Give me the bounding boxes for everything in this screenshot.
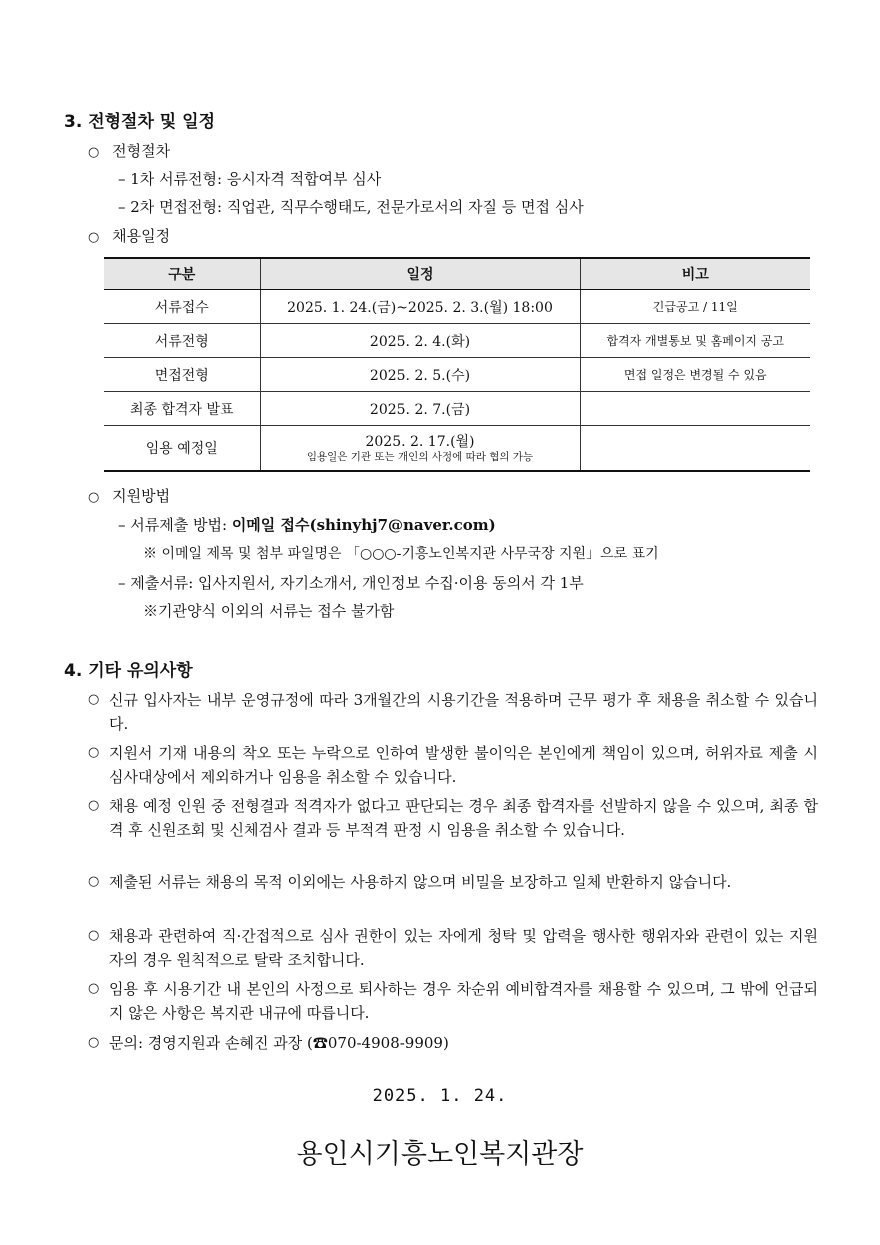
schedule-heading	[88, 225, 170, 246]
cell-note: 긴급공고 / 11일	[580, 290, 810, 324]
notice-text: 지원서 기재 내용의 착오 또는 누락으로 인하여 발생한 불이익은 본인에게 책임이 있으며, 허위자료 제출 시 심사대상에서 제외하거나 임용을 취소할 수 있습니다.	[109, 744, 818, 786]
header-category: 구분	[104, 258, 260, 290]
bullet: ○	[88, 798, 100, 813]
notice-item	[88, 741, 818, 789]
cell-note: 면접 일정은 변경될 수 있음	[580, 358, 810, 392]
cell-date: 2025. 2. 5.(수)	[260, 358, 580, 392]
section3-title: 3. 전형절차 및 일정	[64, 112, 215, 132]
cell-note: 합격자 개별통보 및 홈페이지 공고	[580, 324, 810, 358]
cell-category: 서류접수	[104, 290, 260, 324]
documents-note: ※기관양식 이외의 서류는 접수 불가함	[143, 602, 395, 620]
notice-item	[88, 977, 818, 1025]
cell-date: 2025. 2. 7.(금)	[260, 392, 580, 426]
apply-method	[118, 514, 496, 535]
notice-item	[88, 1031, 818, 1055]
cell-category: 최종 합격자 발표	[104, 392, 260, 426]
table-header-row	[104, 258, 810, 290]
cell-category: 임용 예정일	[104, 426, 260, 472]
section4-title: 4. 기타 유의사항	[64, 661, 193, 681]
table-row	[104, 392, 810, 426]
cell-note	[580, 392, 810, 426]
cell-date-multiline	[260, 426, 580, 472]
document-date: 2025. 1. 24.	[372, 1086, 508, 1106]
notice-item	[88, 870, 818, 894]
schedule-label: 채용일정	[112, 227, 171, 245]
cell-note	[580, 426, 810, 472]
table-row	[104, 324, 810, 358]
bullet: ○	[88, 928, 100, 943]
notice-text: 신규 입사자는 내부 운영규정에 따라 3개월간의 시용기간을 적용하며 근무 평가 후 채용을 취소할 수 있습니다.	[109, 691, 818, 733]
apply-method-note: ※ 이메일 제목 및 첨부 파일명은 「○○○-기흥노인복지관 사무국장 지원」으로 표기	[143, 546, 659, 562]
table-row	[104, 426, 810, 472]
table-row	[104, 358, 810, 392]
cell-date: 2025. 1. 24.(금)~2025. 2. 3.(월) 18:00	[260, 290, 580, 324]
cell-category: 서류전형	[104, 324, 260, 358]
bullet: ○	[88, 490, 100, 505]
bullet: ○	[88, 874, 100, 889]
bullet: ○	[88, 692, 100, 707]
notice-text: 임용 후 시용기간 내 본인의 사정으로 퇴사하는 경우 차순위 예비합격자를 채용할 수 있으며, 그 밖에 언급되지 않은 사항은 복지관 내규에 따릅니다.	[109, 980, 818, 1022]
cell-date: 2025. 2. 4.(화)	[260, 324, 580, 358]
signature: 용인시기흥노인복지관장	[296, 1139, 584, 1170]
cell-date-note: 임용일은 기관 또는 개인의 사정에 따라 협의 가능	[306, 450, 534, 463]
apply-heading	[88, 485, 170, 506]
table-row	[104, 290, 810, 324]
documents: – 제출서류: 입사지원서, 자기소개서, 개인정보 수집·이용 동의서 각 1부	[118, 574, 584, 592]
notice-item	[88, 688, 818, 736]
header-note: 비고	[580, 258, 810, 290]
process-item-2: – 2차 면접전형: 직업관, 직무수행태도, 전문가로서의 자질 등 면접 심사	[118, 198, 584, 216]
notice-text: 채용과 관련하여 직·간접적으로 심사 권한이 있는 자에게 청탁 및 압력을 행사한 행위자와 관련이 있는 지원자의 경우 원칙적으로 탈락 조치합니다.	[109, 927, 818, 969]
process-heading	[88, 140, 170, 161]
notice-item	[88, 794, 818, 842]
notice-text: 채용 예정 인원 중 전형결과 적격자가 없다고 판단되는 경우 최종 합격자를 선발하지 않을 수 있으며, 최종 합격 후 신원조회 및 신체검사 결과 등 부적격 판정 시 임용을 취소할 수 있습니다.	[109, 797, 818, 839]
process-item-1: – 1차 서류전형: 응시자격 적합여부 심사	[118, 170, 382, 188]
bullet: ○	[88, 1035, 100, 1050]
process-label: 전형절차	[112, 142, 171, 160]
bullet: ○	[88, 981, 100, 996]
cell-category: 면접전형	[104, 358, 260, 392]
bullet: ○	[88, 145, 100, 160]
notice-text: 제출된 서류는 채용의 목적 이외에는 사용하지 않으며 비밀을 보장하고 일체 반환하지 않습니다.	[109, 873, 732, 891]
apply-method-value: 이메일 접수(shinyhj7@naver.com)	[231, 516, 496, 534]
notice-item	[88, 924, 818, 972]
apply-label: 지원방법	[112, 487, 171, 505]
schedule-table	[104, 257, 810, 472]
apply-method-prefix: – 서류제출 방법:	[118, 516, 232, 534]
notice-text: 문의: 경영지원과 손혜진 과장 (☎070-4908-9909)	[109, 1034, 449, 1052]
bullet: ○	[88, 745, 100, 760]
bullet: ○	[88, 230, 100, 245]
cell-date: 2025. 2. 17.(월)	[365, 433, 475, 450]
header-date: 일정	[260, 258, 580, 290]
